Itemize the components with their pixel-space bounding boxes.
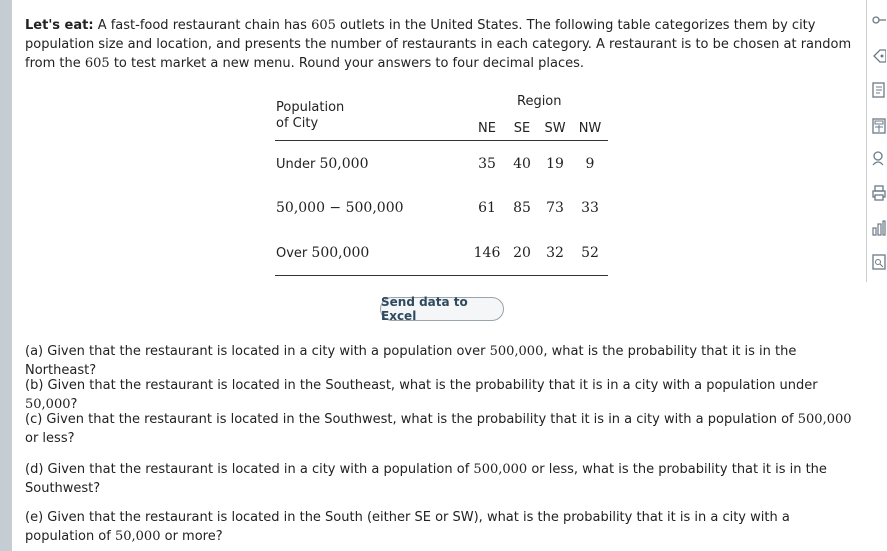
cell-r3-nw: 52 <box>581 245 599 261</box>
cell-r2-nw: 33 <box>581 200 599 216</box>
question-e: (e) Given that the restaurant is located in the South (either SE or SW), what is the probability that it is in a city with a population of 50,000 or more? <box>25 510 790 544</box>
send-to-excel-button[interactable]: Send data to Excel <box>380 297 504 321</box>
cell-r3-sw: 32 <box>546 245 564 261</box>
outlet-count: 605 <box>311 18 336 33</box>
header-rule <box>275 140 608 141</box>
row-header-line2: of City <box>276 116 319 131</box>
cell-r1-ne: 35 <box>478 156 496 172</box>
col-header-sw: SW <box>544 121 566 136</box>
row-label-under-50k: Under 50,000 <box>276 156 369 172</box>
cell-r2-ne: 61 <box>478 200 496 216</box>
outlet-count-2: 605 <box>84 56 110 71</box>
problem-intro <box>25 16 860 73</box>
bottom-rule <box>275 275 608 276</box>
right-toolbar <box>866 0 887 282</box>
reference-icon[interactable] <box>872 254 886 270</box>
search-people-icon[interactable] <box>872 150 886 166</box>
document-icon[interactable] <box>872 82 886 98</box>
region-header: Region <box>517 94 562 109</box>
col-header-ne: NE <box>478 121 496 136</box>
col-header-nw: NW <box>578 121 602 136</box>
left-border-strip <box>0 0 12 551</box>
question-b: (b) Given that the restaurant is located in the Southeast, what is the probability that it is in a city with a population under 50,000? <box>25 378 818 412</box>
chart-icon[interactable] <box>872 220 886 236</box>
print-icon[interactable] <box>872 185 886 201</box>
cell-r3-ne: 146 <box>473 245 501 261</box>
calculator-icon[interactable] <box>872 118 886 134</box>
question-a: (a) Given that the restaurant is located in a city with a population over 500,000, what is the probability that it is in the Northeast? <box>25 344 797 378</box>
row-label-over-500k: Over 500,000 <box>276 245 370 261</box>
intro-bold: Let's eat: <box>25 18 94 33</box>
intro-text-3: to test market a new menu. Round your answers to four decimal places. <box>109 56 585 71</box>
question-c: (c) Given that the restaurant is located in the Southwest, what is the probability that it is in a city with a population of 500,000 or less? <box>25 412 852 446</box>
row-header-line1: Population <box>276 100 345 115</box>
intro-text-2: outlets in the United States. The following table categorizes them by city population size and location, and presents the number of restaurants in each category. A restaurant is to be chosen at random from the <box>25 18 852 71</box>
row-label-50k-500k: 50,000 − 500,000 <box>276 200 404 216</box>
col-header-se: SE <box>513 121 531 136</box>
question-d: (d) Given that the restaurant is located in a city with a population of 500,000 or less, what is the probability that it is in the Southwest? <box>25 462 827 496</box>
tag-icon[interactable] <box>872 48 886 64</box>
cell-r1-nw: 9 <box>585 156 595 172</box>
key-icon[interactable] <box>872 12 886 28</box>
cell-r1-se: 40 <box>513 156 531 172</box>
cell-r3-se: 20 <box>513 245 531 261</box>
cell-r1-sw: 19 <box>546 156 564 172</box>
intro-text-1: A fast-food restaurant chain has <box>93 18 312 33</box>
cell-r2-sw: 73 <box>546 200 564 216</box>
data-table <box>275 90 608 280</box>
cell-r2-se: 85 <box>513 200 531 216</box>
